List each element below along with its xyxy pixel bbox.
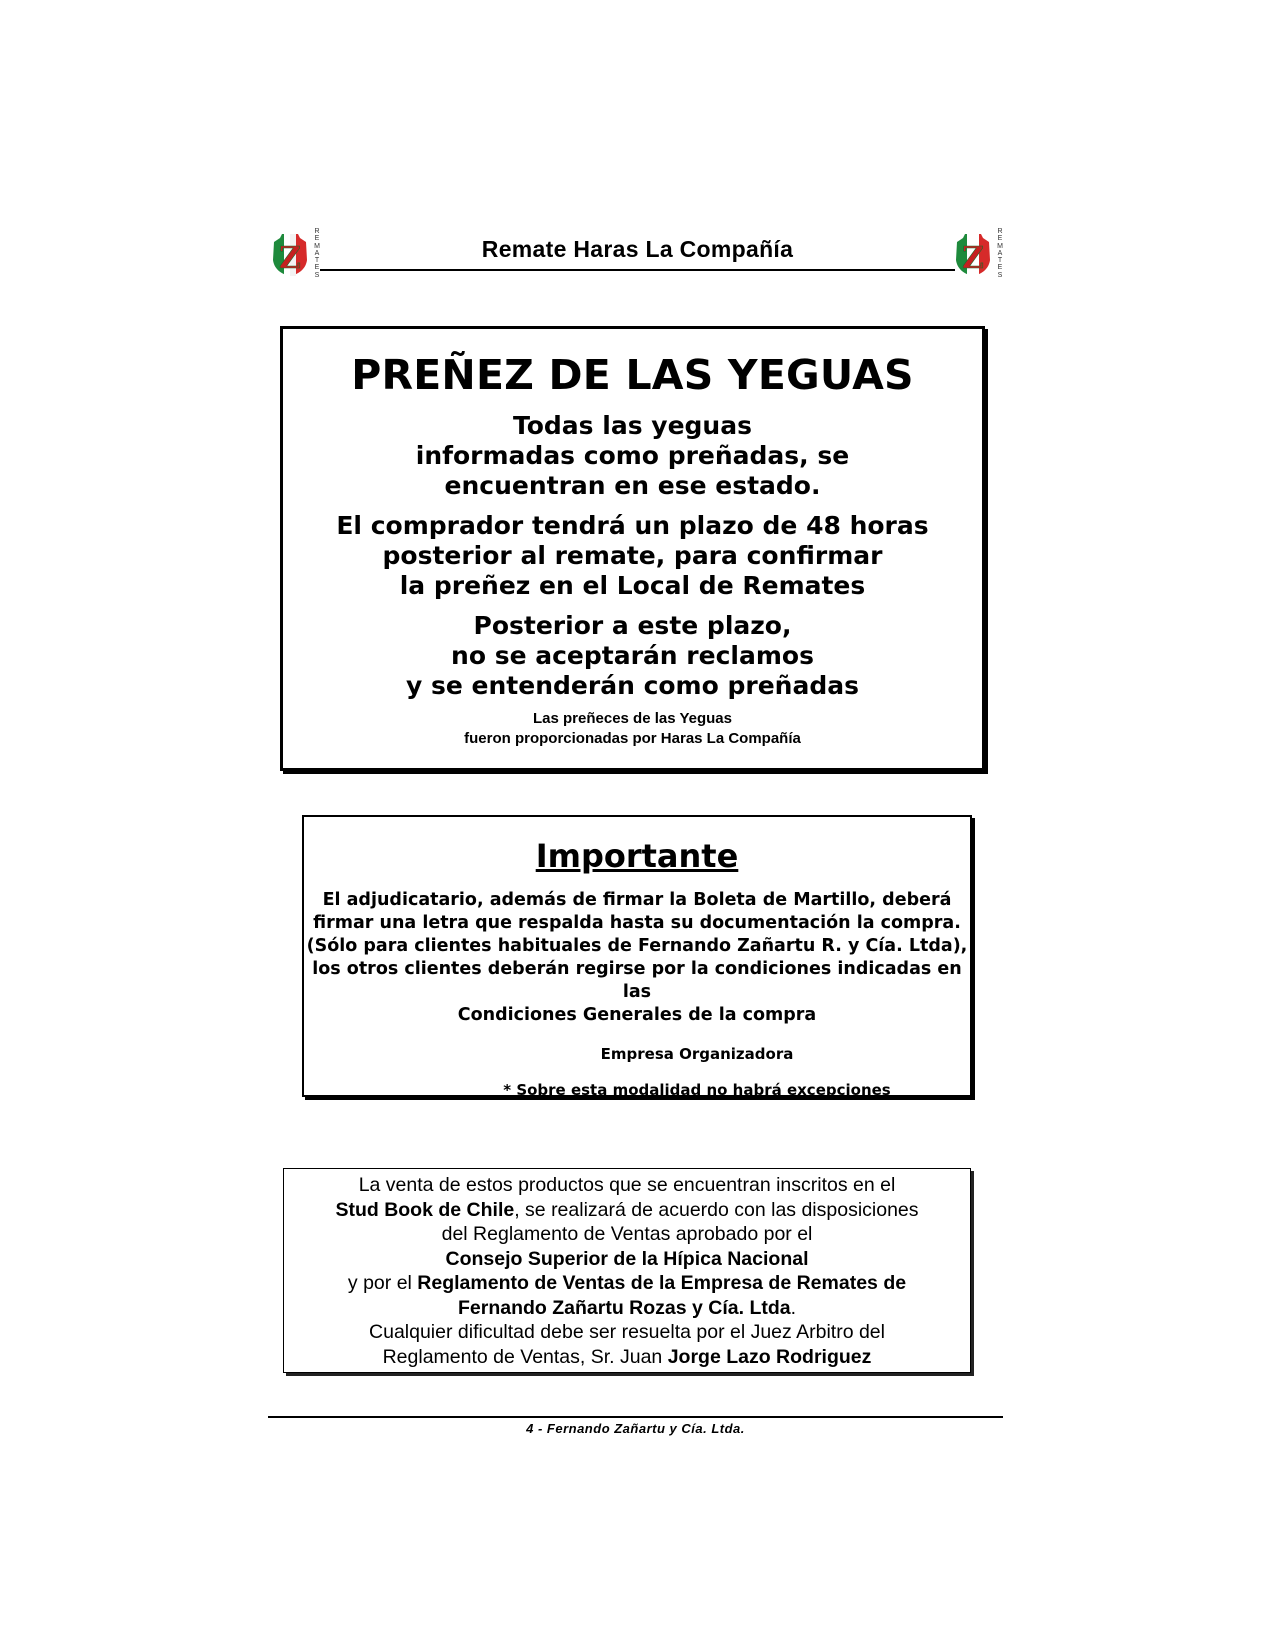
text-line: Todas las yeguas	[513, 411, 752, 440]
logo-letter: T	[997, 257, 1003, 265]
pregnancy-paragraph-1	[283, 411, 982, 501]
text-line: encuentran en ese estado.	[444, 471, 821, 500]
logo-letters	[995, 228, 1005, 279]
stud-book-name: Stud Book de Chile	[335, 1198, 515, 1221]
regulation-line	[284, 1296, 970, 1321]
regulation-name: Reglamento de Ventas de la Empresa de Remates de	[417, 1272, 907, 1294]
important-notice-box	[302, 815, 972, 1097]
regulation-line: del Reglamento de Ventas aprobado por el	[441, 1223, 813, 1245]
regulation-box	[283, 1168, 971, 1373]
logo-letter: T	[314, 257, 320, 265]
regulation-text: .	[790, 1296, 797, 1319]
logo-letter: E	[997, 235, 1003, 243]
logo-letter: A	[314, 249, 320, 257]
text-line: firmar una letra que respalda hasta su documentación la compra.	[313, 913, 961, 933]
logo-letter: E	[314, 235, 320, 243]
text-line: la preñez en el Local de Remates	[399, 571, 866, 600]
logo-letter: S	[997, 271, 1003, 279]
pregnancy-notice-box	[280, 326, 985, 771]
text-line: (Sólo para clientes habituales de Fernando Zañartu R. y Cía. Ltda),	[306, 936, 968, 956]
text-line: Condiciones Generales de la compra	[457, 1005, 817, 1025]
header-title: Remate Haras La Compañía	[481, 236, 794, 262]
regulation-line: La venta de estos productos que se encuentran inscritos en el	[358, 1174, 896, 1196]
no-exceptions-note: * Sobre esta modalidad no habrá excepciones	[503, 1081, 891, 1099]
svg-text:Z: Z	[962, 241, 984, 276]
text-line: El comprador tendrá un plazo de 48 horas	[336, 511, 929, 540]
page-footer: 4 - Fernando Zañartu y Cía. Ltda.	[526, 1421, 745, 1436]
pregnancy-title: PREÑEZ DE LAS YEGUAS	[351, 351, 914, 399]
text-line: Posterior a este plazo,	[473, 611, 792, 640]
regulation-text: , se realizará de acuerdo con las disposiciones	[514, 1198, 919, 1221]
judge-name: Jorge Lazo Rodriguez	[667, 1345, 872, 1368]
regulation-line: Cualquier dificultad debe ser resuelta por el Juez Arbitro del	[369, 1321, 885, 1343]
regulation-line	[284, 1345, 970, 1370]
important-title: Importante	[535, 837, 739, 875]
logo-letter: R	[997, 228, 1003, 235]
footer-rule	[268, 1416, 1003, 1418]
logo-letter: S	[314, 271, 320, 279]
text-line: los otros clientes deberán regirse por la condiciones indicadas en las	[312, 959, 962, 1002]
text-line: fueron proporcionadas por Haras La Compañía	[464, 730, 801, 747]
svg-text:Z: Z	[279, 241, 301, 276]
zr-logo-right	[953, 228, 1005, 279]
header-rule	[320, 269, 955, 271]
logo-letter: A	[997, 249, 1003, 257]
logo-letter: E	[314, 264, 320, 272]
logo-letter: M	[997, 242, 1003, 250]
regulation-line	[284, 1271, 970, 1296]
logo-letter: E	[997, 264, 1003, 272]
pregnancy-paragraph-3	[283, 611, 982, 701]
logo-letter: R	[314, 228, 320, 235]
regulation-line	[284, 1198, 970, 1223]
text-line: informadas como preñadas, se	[415, 441, 850, 470]
pregnancy-paragraph-2	[283, 511, 982, 601]
company-name: Fernando Zañartu Rozas y Cía. Ltda	[457, 1296, 791, 1319]
regulation-text: y por el	[347, 1272, 418, 1294]
text-line: y se entenderán como preñadas	[406, 671, 859, 700]
text-line: posterior al remate, para confirmar	[382, 541, 883, 570]
text-line: El adjudicatario, además de firmar la Boleta de Martillo, deberá	[322, 890, 952, 910]
page-header	[270, 228, 1005, 278]
organizer-signature: Empresa Organizadora	[600, 1045, 794, 1063]
important-body	[304, 889, 970, 1027]
text-line: Las preñeces de las Yeguas	[532, 710, 732, 727]
council-name: Consejo Superior de la Hípica Nacional	[445, 1247, 809, 1270]
text-line: no se aceptarán reclamos	[451, 641, 814, 670]
regulation-line	[284, 1247, 970, 1272]
logo-letter: M	[314, 242, 320, 250]
pregnancy-source-note	[283, 709, 982, 749]
regulation-text: Reglamento de Ventas, Sr. Juan	[382, 1345, 668, 1368]
zr-shield-icon	[953, 232, 993, 276]
